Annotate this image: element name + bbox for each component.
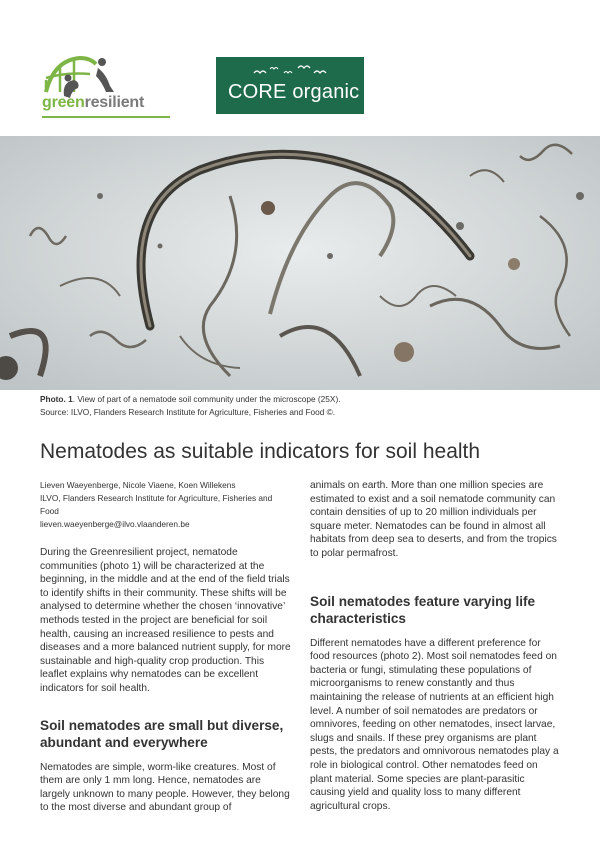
section2-heading: Soil nematodes feature varying life characteristics (310, 593, 536, 626)
header-logos (0, 0, 600, 135)
core-organic-logo (216, 57, 364, 114)
right-column (310, 479, 562, 813)
organic-word: organic (292, 81, 360, 103)
caption-text: . View of part of a nematode soil community under the microscope (25X). (72, 394, 341, 404)
caption-label: Photo. 1 (40, 394, 73, 404)
author-email[interactable]: lieven.waeyenberge@ilvo.vlaanderen.be (40, 519, 190, 529)
nematode-image (0, 136, 600, 390)
greenresilient-resilient: resilient (84, 94, 145, 111)
greenresilient-underline (42, 116, 170, 118)
intro-paragraph: During the Greenresilient project, nematode communities (photo 1) will be characterized at the beginning, in the middle and at the end of the field trials to identify shifts in their community. These shifts will be analysed to determine whether the chosen ‘innovative’ methods tested in the project are beneficial for soil health, causing an increased resilience to pests and diseases and a more balanced nutrient supply, for more sustainable and high-quality crop production. This leaflet explains why nematodes can be excellent indicators for soil health. (40, 547, 291, 694)
section1-heading: Soil nematodes are small but diverse, abundant and everywhere (40, 717, 284, 750)
caption-line (40, 393, 341, 406)
greenresilient-green: green (42, 94, 85, 111)
nematode-microscope-photo (0, 136, 600, 390)
birds-icon (252, 63, 328, 79)
core-word: CORE (228, 81, 287, 103)
greenresilient-wordmark (42, 94, 144, 112)
section2-paragraph: Different nematodes have a different preference for food resources (photo 2). Most soil nematodes feed on bacteria or fungi, stimulating these populations of microorganisms to renew constantly and thus maintaining the release of nutrients at an efficient high level. A number of soil nematodes are predators or omnivores, feeding on other nematodes, insect larvae, slugs and snails. If these prey organisms are plant pests, the predators and omnivorous nematodes play a role in biological control. Other nematodes feed on plant material. Some species are plant-parasitic causing yield and quality loss to many different agricultural crops. (310, 637, 559, 812)
left-column (40, 479, 292, 815)
section1-paragraph: Nematodes are simple, worm-like creatures. Most of them are only 1 mm long. Hence, nematodes are largely unknown to many people. However, they belong to the most diverse and abundant group of (40, 761, 290, 814)
photo-caption (40, 393, 341, 419)
core-organic-wordmark (228, 81, 359, 104)
affiliation: ILVO, Flanders Research Institute for Agriculture, Fisheries and Food (40, 493, 273, 516)
authors: Lieven Waeyenberge, Nicole Viaene, Koen Willekens (40, 480, 236, 490)
section1-continued: animals on earth. More than one million species are estimated to exist and a soil nematode community can contain densities of up to 20 million individuals per square meter. Nematodes can be found in almost all habitats from deep sea to deserts, and from the tropics to polar permafrost. (310, 480, 557, 559)
article-title: Nematodes as suitable indicators for soil health (40, 440, 481, 463)
caption-source: Source: ILVO, Flanders Research Institute for Agriculture, Fisheries and Food ©. (40, 407, 336, 417)
author-block (40, 479, 292, 531)
